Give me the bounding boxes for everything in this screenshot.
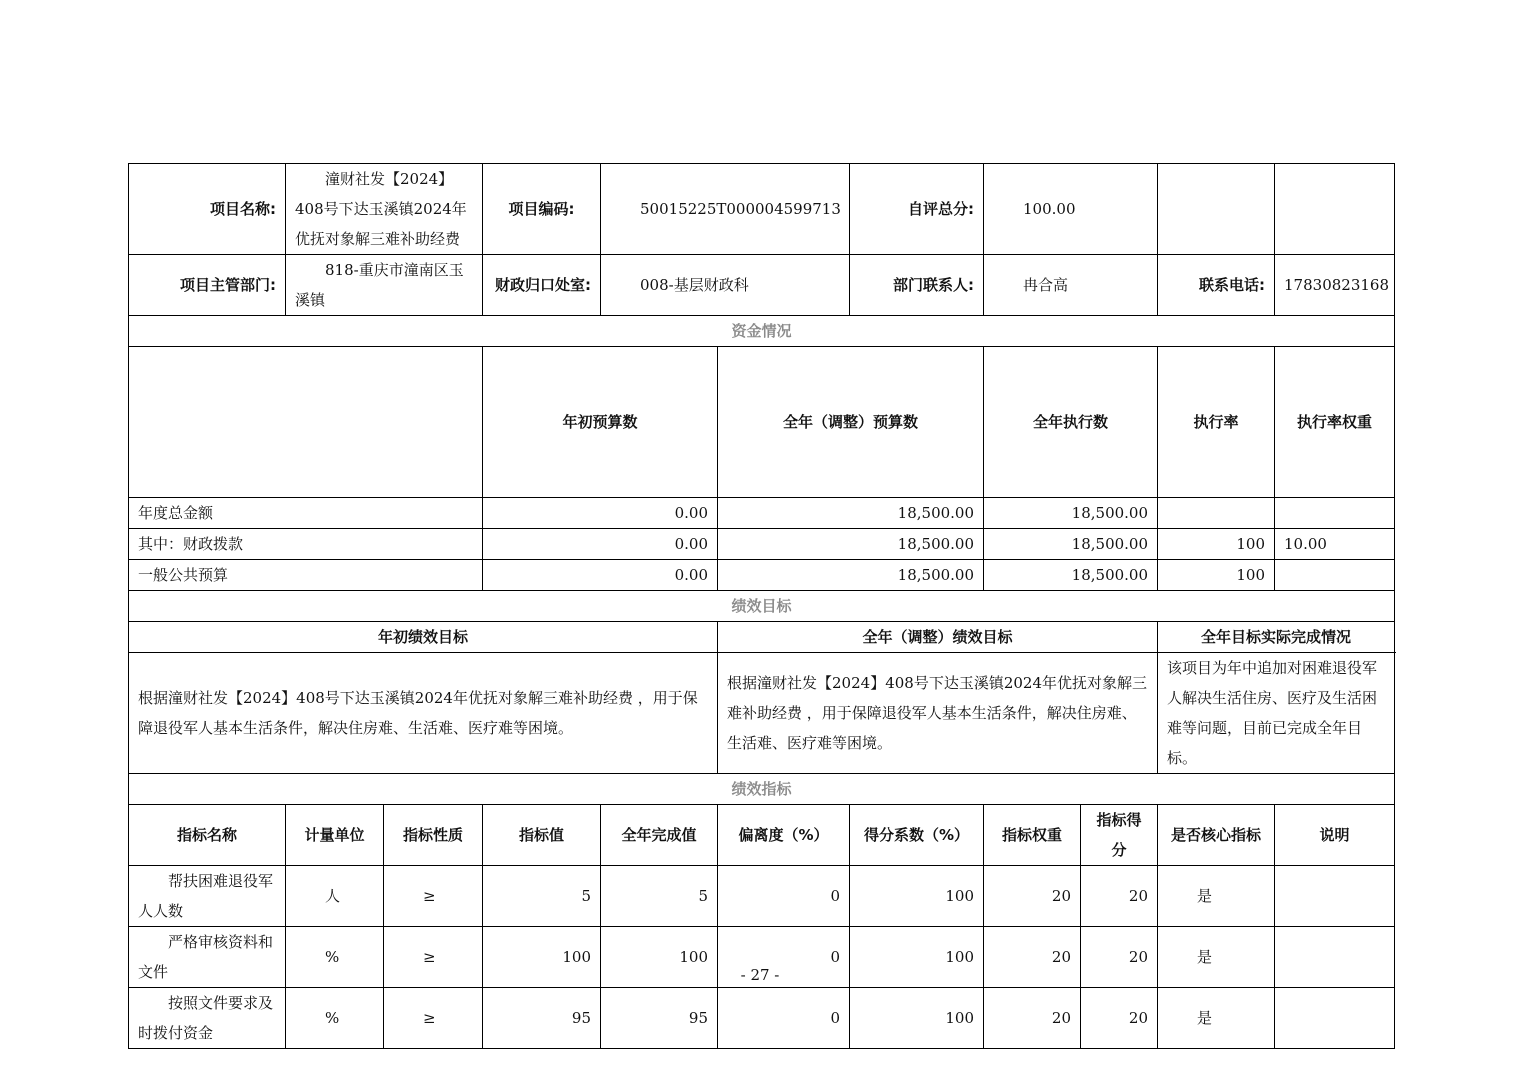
funds-section-title: 资金情况 — [129, 316, 1395, 347]
indicator-header: 指标名称 — [129, 805, 286, 866]
indicator-core: 是 — [1158, 927, 1275, 988]
indicator-name: 帮扶困难退役军人人数 — [129, 866, 286, 927]
funds-executed: 18,500.00 — [984, 560, 1158, 591]
indicator-target: 95 — [483, 988, 601, 1049]
funds-rate: 100 — [1158, 529, 1275, 560]
goals-section-title: 绩效目标 — [129, 591, 1395, 622]
funds-header: 全年执行数 — [984, 347, 1158, 498]
indicator-row — [129, 988, 1395, 1049]
funds-row — [129, 529, 1395, 560]
empty-cell — [129, 347, 483, 498]
indicator-note — [1275, 988, 1395, 1049]
funds-header: 全年（调整）预算数 — [718, 347, 984, 498]
indicator-header: 指标权重 — [984, 805, 1081, 866]
funds-row-name: 其中：财政拨款 — [129, 529, 483, 560]
indicator-header: 得分系数（%） — [850, 805, 984, 866]
indicator-core: 是 — [1158, 866, 1275, 927]
project-name-label: 项目名称: — [129, 164, 286, 255]
phone-label: 联系电话: — [1158, 255, 1275, 316]
funds-row-name: 年度总金额 — [129, 498, 483, 529]
funds-row — [129, 498, 1395, 529]
indicator-actual: 5 — [601, 866, 718, 927]
indicator-row — [129, 866, 1395, 927]
indicator-target: 100 — [483, 927, 601, 988]
funds-row — [129, 560, 1395, 591]
indicator-header: 说明 — [1275, 805, 1395, 866]
funds-header-row — [129, 347, 1395, 498]
indicator-nature: ≥ — [384, 866, 483, 927]
indicator-core: 是 — [1158, 988, 1275, 1049]
project-info-row-1 — [129, 164, 1395, 255]
project-info-row-2 — [129, 255, 1395, 316]
indicator-name: 严格审核资料和文件 — [129, 927, 286, 988]
indicator-unit: 人 — [286, 866, 384, 927]
goals-header-actual: 全年目标实际完成情况 — [1158, 622, 1395, 653]
indicator-weight: 20 — [984, 988, 1081, 1049]
goals-header-adjusted: 全年（调整）绩效目标 — [718, 622, 1158, 653]
funds-adjusted: 18,500.00 — [718, 498, 984, 529]
goals-section-row — [129, 591, 1395, 622]
empty-cell — [1158, 164, 1275, 255]
indicators-section-title: 绩效指标 — [129, 774, 1395, 805]
funds-weight — [1275, 560, 1395, 591]
project-code-value: 50015225T000004599713 — [601, 164, 850, 255]
indicator-header: 全年完成值 — [601, 805, 718, 866]
indicator-header: 计量单位 — [286, 805, 384, 866]
empty-cell — [1275, 164, 1395, 255]
funds-executed: 18,500.00 — [984, 529, 1158, 560]
indicator-header: 是否核心指标 — [1158, 805, 1275, 866]
indicator-header: 指标值 — [483, 805, 601, 866]
funds-row-name: 一般公共预算 — [129, 560, 483, 591]
funds-weight: 10.00 — [1275, 529, 1395, 560]
indicator-coefficient: 100 — [850, 927, 984, 988]
project-name-value: 潼财社发【2024】408号下达玉溪镇2024年优抚对象解三难补助经费 — [286, 164, 483, 255]
indicator-weight: 20 — [984, 866, 1081, 927]
indicator-score: 20 — [1081, 927, 1158, 988]
indicator-nature: ≥ — [384, 988, 483, 1049]
indicator-unit: % — [286, 988, 384, 1049]
indicator-header: 偏离度（%） — [718, 805, 850, 866]
goals-content-row — [129, 653, 1395, 774]
contact-label: 部门联系人: — [850, 255, 984, 316]
self-score-label: 自评总分: — [850, 164, 984, 255]
finance-office-value: 008-基层财政科 — [601, 255, 850, 316]
indicators-header-row — [129, 805, 1395, 866]
indicator-coefficient: 100 — [850, 988, 984, 1049]
funds-initial: 0.00 — [483, 498, 718, 529]
funds-initial: 0.00 — [483, 529, 718, 560]
phone-value: 17830823168 — [1275, 255, 1395, 316]
performance-evaluation-table — [128, 163, 1395, 1049]
self-score-value: 100.00 — [984, 164, 1158, 255]
funds-header: 执行率权重 — [1275, 347, 1395, 498]
funds-adjusted: 18,500.00 — [718, 560, 984, 591]
indicator-deviation: 0 — [718, 866, 850, 927]
indicator-deviation: 0 — [718, 988, 850, 1049]
funds-adjusted: 18,500.00 — [718, 529, 984, 560]
indicator-weight: 20 — [984, 927, 1081, 988]
goals-header-initial: 年初绩效目标 — [129, 622, 718, 653]
page-number: - 27 - — [740, 966, 780, 984]
funds-section-row — [129, 316, 1395, 347]
funds-initial: 0.00 — [483, 560, 718, 591]
funds-header: 年初预算数 — [483, 347, 718, 498]
contact-value: 冉合高 — [984, 255, 1158, 316]
funds-executed: 18,500.00 — [984, 498, 1158, 529]
goals-actual-text: 该项目为年中追加对困难退役军人解决生活住房、医疗及生活困难等问题，目前已完成全年目标。 — [1158, 653, 1395, 774]
indicator-actual: 95 — [601, 988, 718, 1049]
indicator-target: 5 — [483, 866, 601, 927]
funds-header: 执行率 — [1158, 347, 1275, 498]
indicator-note — [1275, 866, 1395, 927]
indicator-score: 20 — [1081, 866, 1158, 927]
indicator-header: 指标性质 — [384, 805, 483, 866]
dept-value: 818-重庆市潼南区玉溪镇 — [286, 255, 483, 316]
project-code-label: 项目编码: — [483, 164, 601, 255]
funds-rate — [1158, 498, 1275, 529]
indicators-section-row — [129, 774, 1395, 805]
dept-label: 项目主管部门: — [129, 255, 286, 316]
indicator-actual: 100 — [601, 927, 718, 988]
goals-initial-text: 根据潼财社发【2024】408号下达玉溪镇2024年优抚对象解三难补助经费 ，用于保障退役军人基本生活条件，解决住房难、生活难、医疗难等困境。 — [129, 653, 718, 774]
indicator-score: 20 — [1081, 988, 1158, 1049]
finance-office-label: 财政归口处室: — [483, 255, 601, 316]
indicator-header: 指标得分 — [1081, 805, 1158, 866]
indicator-nature: ≥ — [384, 927, 483, 988]
goals-adjusted-text: 根据潼财社发【2024】408号下达玉溪镇2024年优抚对象解三难补助经费 ，用于保障退役军人基本生活条件，解决住房难、生活难、医疗难等困境。 — [718, 653, 1158, 774]
indicator-unit: % — [286, 927, 384, 988]
goals-header-row — [129, 622, 1395, 653]
funds-rate: 100 — [1158, 560, 1275, 591]
indicator-name: 按照文件要求及时拨付资金 — [129, 988, 286, 1049]
indicator-deviation: 0 — [718, 927, 850, 988]
indicator-coefficient: 100 — [850, 866, 984, 927]
funds-weight — [1275, 498, 1395, 529]
